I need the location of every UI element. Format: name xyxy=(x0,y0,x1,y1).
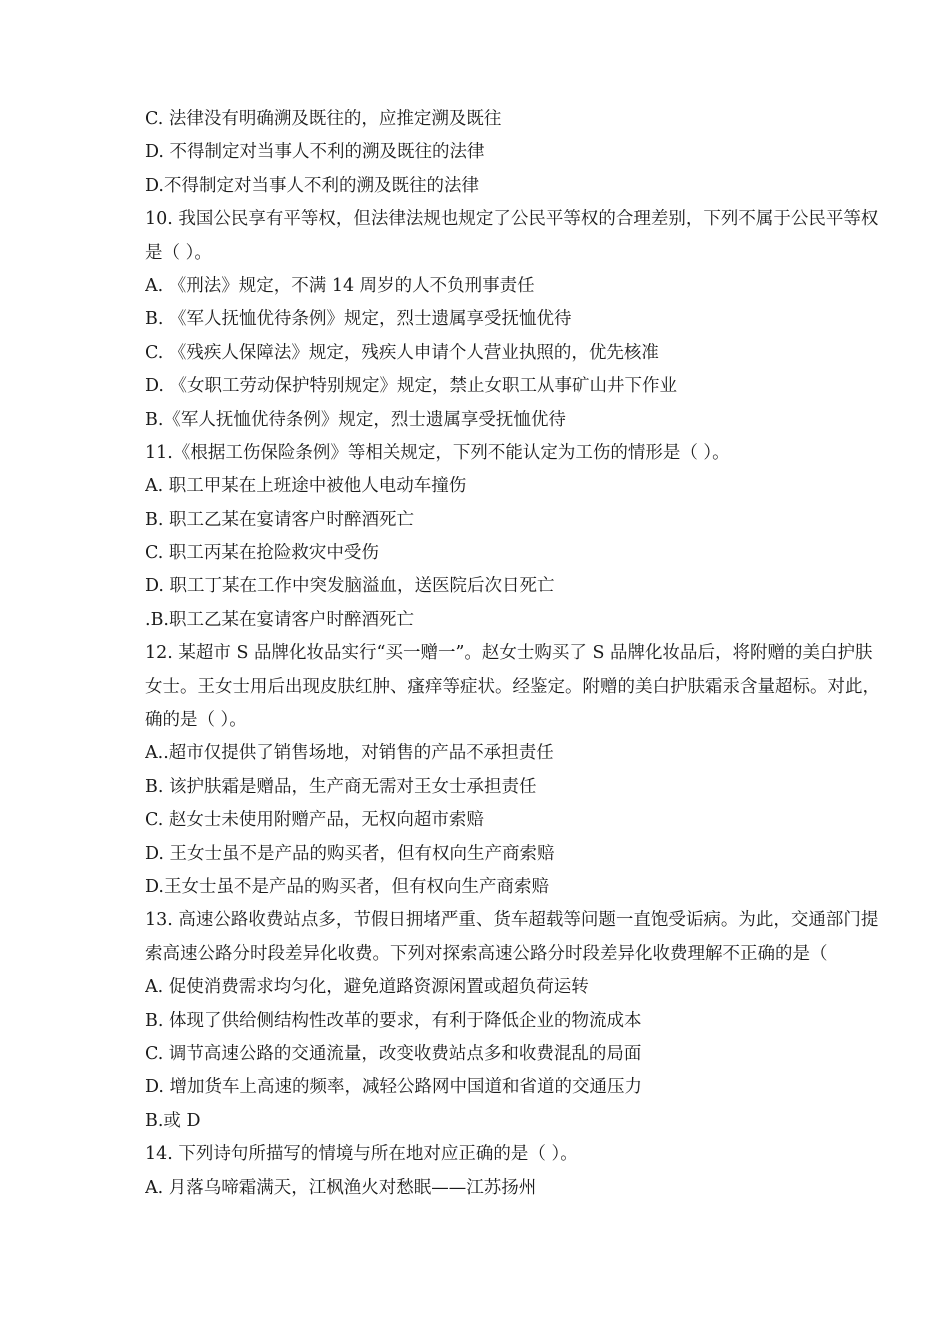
answer-line: B.或 D xyxy=(145,1110,201,1131)
option-line: C. 《残疾人保障法》规定，残疾人申请个人营业执照的，优先核准 xyxy=(145,342,659,363)
answer-line: D.王女士虽不是产品的购买者，但有权向生产商索赔 xyxy=(145,876,549,897)
question-line: 13. 高速公路收费站点多，节假日拥堵严重、货车超载等问题一直饱受诟病。为此，交通部门提 xyxy=(145,910,879,931)
option-line: A. 职工甲某在上班途中被他人电动车撞伤 xyxy=(145,476,467,497)
option-line: B. 职工乙某在宴请客户时醉酒死亡 xyxy=(145,509,414,530)
answer-line: D.不得制定对当事人不利的溯及既往的法律 xyxy=(145,175,479,196)
question-line: 14. 下列诗句所描写的情境与所在地对应正确的是（ ）。 xyxy=(145,1144,578,1165)
option-line: D. 职工丁某在工作中突发脑溢血，送医院后次日死亡 xyxy=(145,576,555,597)
option-line: D. 不得制定对当事人不利的溯及既往的法律 xyxy=(145,142,485,163)
answer-line: B.《军人抚恤优待条例》规定，烈士遗属享受抚恤优待 xyxy=(145,409,566,430)
question-line: 女士。王女士用后出现皮肤红肿、瘙痒等症状。经鉴定。附赠的美白护肤霜汞含量超标。对此， xyxy=(145,676,880,697)
question-line: 索高速公路分时段差异化收费。下列对探索高速公路分时段差异化收费理解不正确的是（ xyxy=(145,943,828,964)
option-line: C. 调节高速公路的交通流量，改变收费站点多和收费混乱的局面 xyxy=(145,1043,642,1064)
option-line: B. 该护肤霜是赠品，生产商无需对王女士承担责任 xyxy=(145,776,537,797)
option-line: D. 增加货车上高速的频率，减轻公路网中国道和省道的交通压力 xyxy=(145,1077,643,1098)
question-line: 确的是（ ）。 xyxy=(145,710,247,731)
question-line: 12. 某超市 S 品牌化妆品实行“买一赠一”。赵女士购买了 S 品牌化妆品后，将附赠的美白护肤 xyxy=(145,643,873,664)
answer-line: .B.职工乙某在宴请客户时醉酒死亡 xyxy=(145,609,414,630)
option-line: A..超市仅提供了销售场地，对销售的产品不承担责任 xyxy=(145,743,554,764)
option-line: C. 职工丙某在抢险救灾中受伤 xyxy=(145,543,379,564)
option-line: C. 赵女士未使用附赠产品，无权向超市索赔 xyxy=(145,810,484,831)
option-line: B. 体现了供给侧结构性改革的要求，有利于降低企业的物流成本 xyxy=(145,1010,642,1031)
option-line: D. 王女士虽不是产品的购买者，但有权向生产商索赔 xyxy=(145,843,555,864)
document-body xyxy=(145,103,950,1205)
option-line: A. 促使消费需求均匀化，避免道路资源闲置或超负荷运转 xyxy=(145,977,589,998)
option-line: D. 《女职工劳动保护特别规定》规定，禁止女职工从事矿山井下作业 xyxy=(145,376,678,397)
option-line: B. 《军人抚恤优待条例》规定，烈士遗属享受抚恤优待 xyxy=(145,309,572,330)
question-line: 10. 我国公民享有平等权，但法律法规也规定了公民平等权的合理差别，下列不属于公民平等权 xyxy=(145,209,879,230)
option-line: C. 法律没有明确溯及既往的，应推定溯及既往 xyxy=(145,109,502,129)
option-line: A. 《刑法》规定，不满 14 周岁的人不负刑事责任 xyxy=(145,275,535,296)
option-line: A. 月落乌啼霜满天，江枫渔火对愁眠——江苏扬州 xyxy=(145,1177,537,1198)
question-line: 11.《根据工伤保险条例》等相关规定，下列不能认定为工伤的情形是（ ）。 xyxy=(145,442,730,463)
question-line: 是（ ）。 xyxy=(145,242,212,263)
